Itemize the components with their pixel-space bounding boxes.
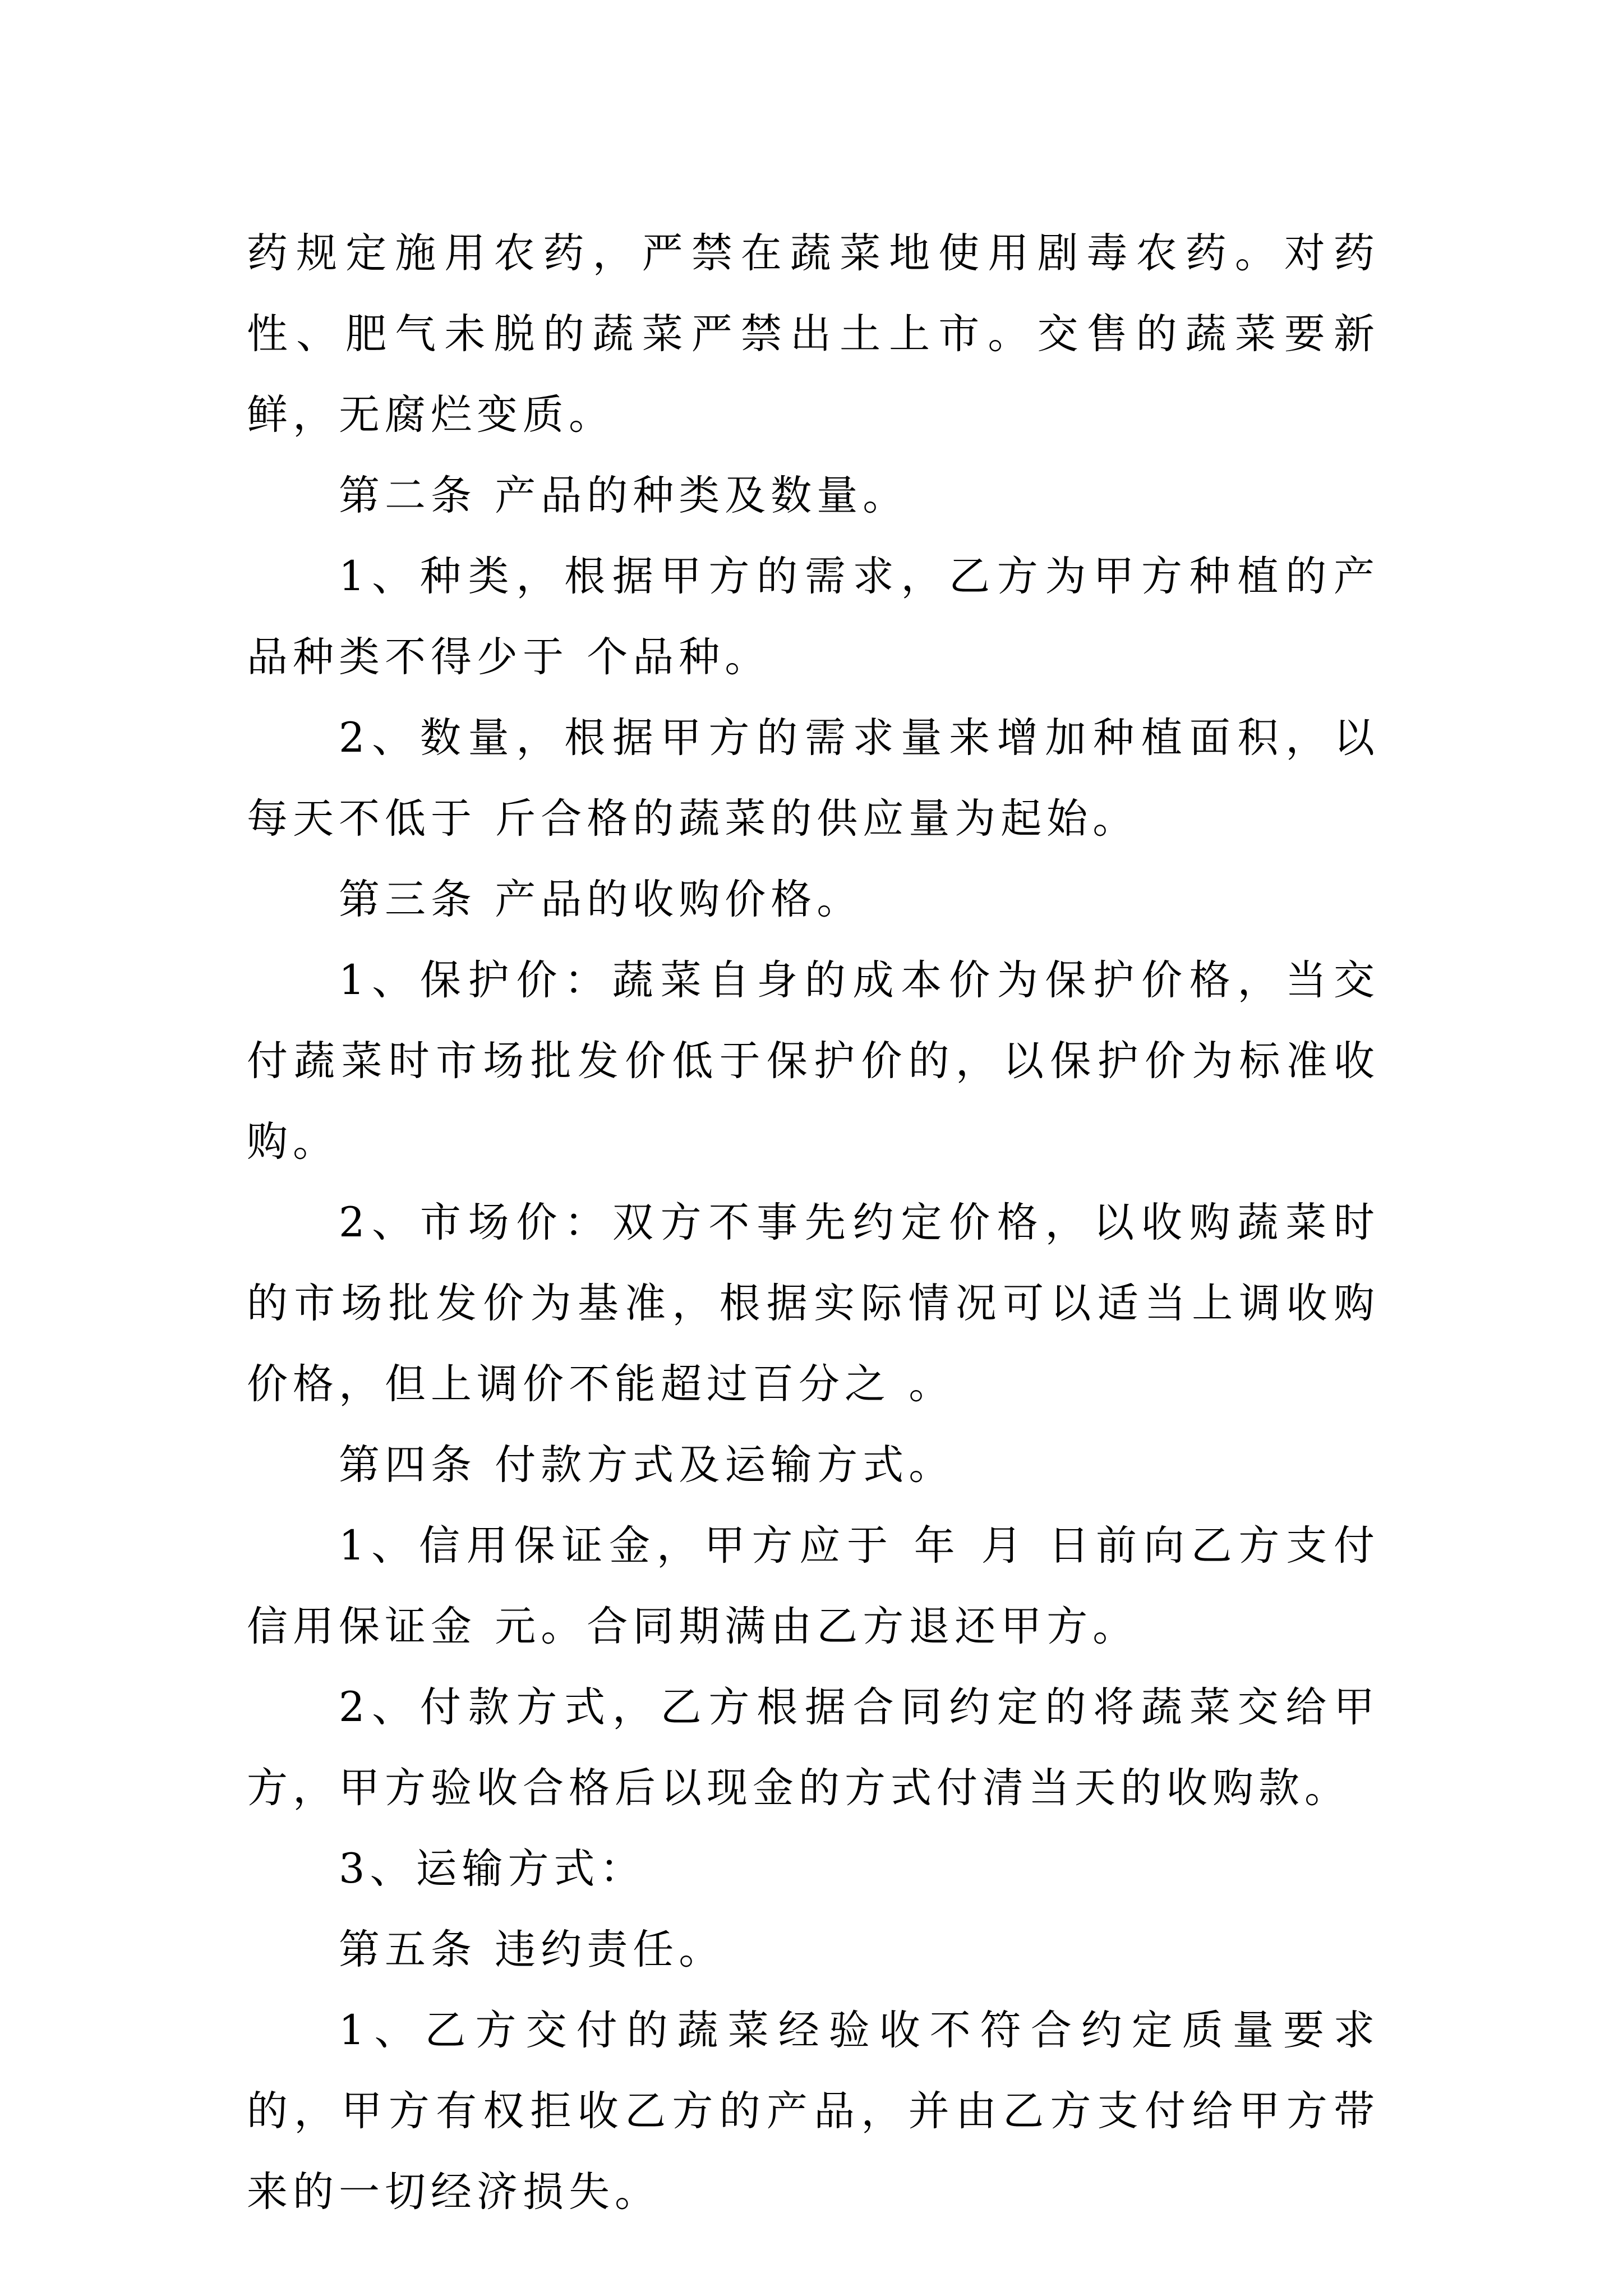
article-4-item-3: 3、运输方式： <box>339 1845 646 1893</box>
article-2-heading: 第二条 产品的种类及数量。 <box>339 472 909 519</box>
article-5-heading: 第五条 违约责任。 <box>339 1926 725 1973</box>
paragraph-continuation: 药规定施用农药，严禁在蔬菜地使用剧毒农药。对药性、肥气未脱的蔬菜严禁出土上市。交售的蔬菜要新鲜，无腐烂变质。 <box>247 229 1380 439</box>
document-body <box>247 213 1380 2233</box>
article-5-item-1: 1、乙方交付的蔬菜经验收不符合约定质量要求的，甲方有权拒收乙方的产品，并由乙方支付给甲方带来的一切经济损失。 <box>247 2007 1380 2216</box>
article-4-item-2: 2、付款方式，乙方根据合同约定的将蔬菜交给甲方，甲方验收合格后以现金的方式付清当天的收购款。 <box>247 1683 1380 1812</box>
article-3-item-1: 1、保护价：蔬菜自身的成本价为保护价格，当交付蔬菜时市场批发价低于保护价的，以保护价为标准收购。 <box>247 956 1380 1166</box>
article-3-heading: 第三条 产品的收购价格。 <box>339 876 863 923</box>
article-2-item-2: 2、数量，根据甲方的需求量来增加种植面积，以每天不低于 斤合格的蔬菜的供应量为起始。 <box>247 714 1380 843</box>
article-3-item-2: 2、市场价：双方不事先约定价格，以收购蔬菜时的市场批发价为基准，根据实际情况可以适当上调收购价格，但上调价不能超过百分之 。 <box>247 1199 1380 1408</box>
article-4-item-1: 1、信用保证金，甲方应于 年 月 日前向乙方支付信用保证金 元。合同期满由乙方退还甲方。 <box>247 1522 1380 1650</box>
article-4-heading: 第四条 付款方式及运输方式。 <box>339 1441 955 1489</box>
article-2-item-1: 1、种类，根据甲方的需求，乙方为甲方种植的产品种类不得少于 个品种。 <box>247 553 1380 681</box>
